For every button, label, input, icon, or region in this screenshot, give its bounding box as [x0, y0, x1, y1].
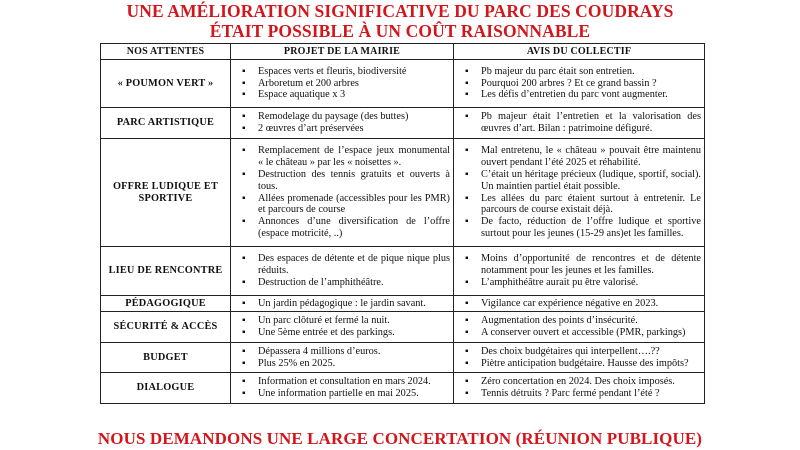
list-item: ▪ Piètre anticipation budgétaire. Hausse des impôts?: [457, 358, 701, 370]
row-category: PARC ARTISTIQUE: [101, 108, 231, 139]
list-item: ▪ Tennis détruits ? Parc fermé pendant l’été ?: [457, 388, 701, 400]
list-item: ▪ Remodelage du paysage (des buttes): [234, 111, 450, 123]
list-item: ▪ Zéro concertation en 2024. Des choix imposés.: [457, 376, 701, 388]
list-item: ▪ Une information partielle en mai 2025.: [234, 388, 450, 400]
list-item: ▪ Pourquoi 200 arbres ? Et ce grand bassin ?: [457, 78, 701, 90]
table-row: [101, 296, 705, 312]
list-item: ▪ C’était un héritage précieux (ludique, sportif, social). Un maintien partiel était possible.: [457, 169, 701, 193]
list-item: ▪ Mal entretenu, le « château » pouvait être maintenu ouvert pendant l’été 2025 et réhabilité.: [457, 145, 701, 169]
list-item: ▪ Allées promenade (accessibles pour les PMR) et parcours de course: [234, 193, 450, 217]
list-item: ▪ Les défis d’entretien du parc vont augmenter.: [457, 89, 701, 101]
table-row: [101, 139, 705, 247]
row-category: SÉCURITÉ & ACCÈS: [101, 312, 231, 343]
row-category: OFFRE LUDIQUE ET SPORTIVE: [101, 139, 231, 247]
list-item: ▪ Remplacement de l’espace jeux monumental « le château » par les « noisettes ».: [234, 145, 450, 169]
header-projet-mairie: PROJET DE LA MAIRIE: [231, 44, 454, 60]
header-nos-attentes: NOS ATTENTES: [101, 44, 231, 60]
projet-cell: [231, 60, 454, 108]
header-avis-collectif: AVIS DU COLLECTIF: [454, 44, 705, 60]
avis-cell: [454, 247, 705, 296]
avis-cell: [454, 296, 705, 312]
list-item: ▪ A conserver ouvert et accessible (PMR, parkings): [457, 327, 701, 339]
list-item: ▪ Des choix budgétaires qui interpellent….??: [457, 346, 701, 358]
row-category: BUDGET: [101, 343, 231, 373]
projet-cell: [231, 373, 454, 404]
row-category: LIEU DE RENCONTRE: [101, 247, 231, 296]
avis-cell: [454, 108, 705, 139]
row-category: PÉDAGOGIQUE: [101, 296, 231, 312]
list-item: ▪ Pb majeur était l’entretien et la valorisation des œuvres d’art. Bilan : patrimoine défiguré.: [457, 111, 701, 135]
list-item: ▪ Annonces d’une diversification de l’offre (espace motricité, ..): [234, 216, 450, 240]
projet-cell: [231, 247, 454, 296]
list-item: ▪ Plus 25% en 2025.: [234, 358, 450, 370]
list-item: ▪ Une 5ème entrée et des parkings.: [234, 327, 450, 339]
table-row: [101, 373, 705, 404]
table-row: [101, 247, 705, 296]
table-header-row: [101, 44, 705, 60]
list-item: ▪ 2 œuvres d’art préservées: [234, 123, 450, 135]
table-row: [101, 60, 705, 108]
row-category: DIALOGUE: [101, 373, 231, 404]
list-item: ▪ Dépassera 4 millions d’euros.: [234, 346, 450, 358]
avis-cell: [454, 139, 705, 247]
projet-cell: [231, 312, 454, 343]
list-item: ▪ Arboretum et 200 arbres: [234, 78, 450, 90]
title-line-1: UNE AMÉLIORATION SIGNIFICATIVE DU PARC DES COUDRAYS: [126, 1, 674, 21]
comparison-table: [100, 43, 705, 404]
bottom-call-to-action: NOUS DEMANDONS UNE LARGE CONCERTATION (RÉUNION PUBLIQUE): [97, 429, 703, 448]
list-item: ▪ Vigilance car expérience négative en 2023.: [457, 298, 701, 310]
list-item: ▪ Des espaces de détente et de pique nique plus réduits.: [234, 253, 450, 277]
list-item: ▪ Information et consultation en mars 2024.: [234, 376, 450, 388]
list-item: ▪ Moins d’opportunité de rencontres et de détente notamment pour les jeunes et les familles.: [457, 253, 701, 277]
table-row: [101, 312, 705, 343]
list-item: ▪ De facto, réduction de l’offre ludique et sportive surtout pour les jeunes (15-29 ans)et les familles.: [457, 216, 701, 240]
avis-cell: [454, 60, 705, 108]
avis-cell: [454, 343, 705, 373]
table-row: [101, 343, 705, 373]
avis-cell: [454, 312, 705, 343]
table-row: [101, 108, 705, 139]
list-item: ▪ Les allées du parc étaient surtout à entretenir. Le parcours de course existait déjà.: [457, 193, 701, 217]
list-item: ▪ L’amphithéâtre aurait pu être valorisé.: [457, 277, 701, 289]
projet-cell: [231, 296, 454, 312]
list-item: ▪ Un jardin pédagogique : le jardin savant.: [234, 298, 450, 310]
list-item: ▪ Augmentation des points d’insécurité.: [457, 315, 701, 327]
title-line-2: ÉTAIT POSSIBLE À UN COÛT RAISONNABLE: [209, 21, 591, 41]
projet-cell: [231, 343, 454, 373]
list-item: ▪ Espace aquatique x 3: [234, 89, 450, 101]
list-item: ▪ Destruction des tennis gratuits et ouverts à tous.: [234, 169, 450, 193]
list-item: ▪ Pb majeur du parc était son entretien.: [457, 66, 701, 78]
projet-cell: [231, 108, 454, 139]
list-item: ▪ Espaces verts et fleuris, biodiversité: [234, 66, 450, 78]
projet-cell: [231, 139, 454, 247]
list-item: ▪ Destruction de l’amphithéâtre.: [234, 277, 450, 289]
avis-cell: [454, 373, 705, 404]
row-category: « POUMON VERT »: [101, 60, 231, 108]
list-item: ▪ Un parc clôturé et fermé la nuit.: [234, 315, 450, 327]
